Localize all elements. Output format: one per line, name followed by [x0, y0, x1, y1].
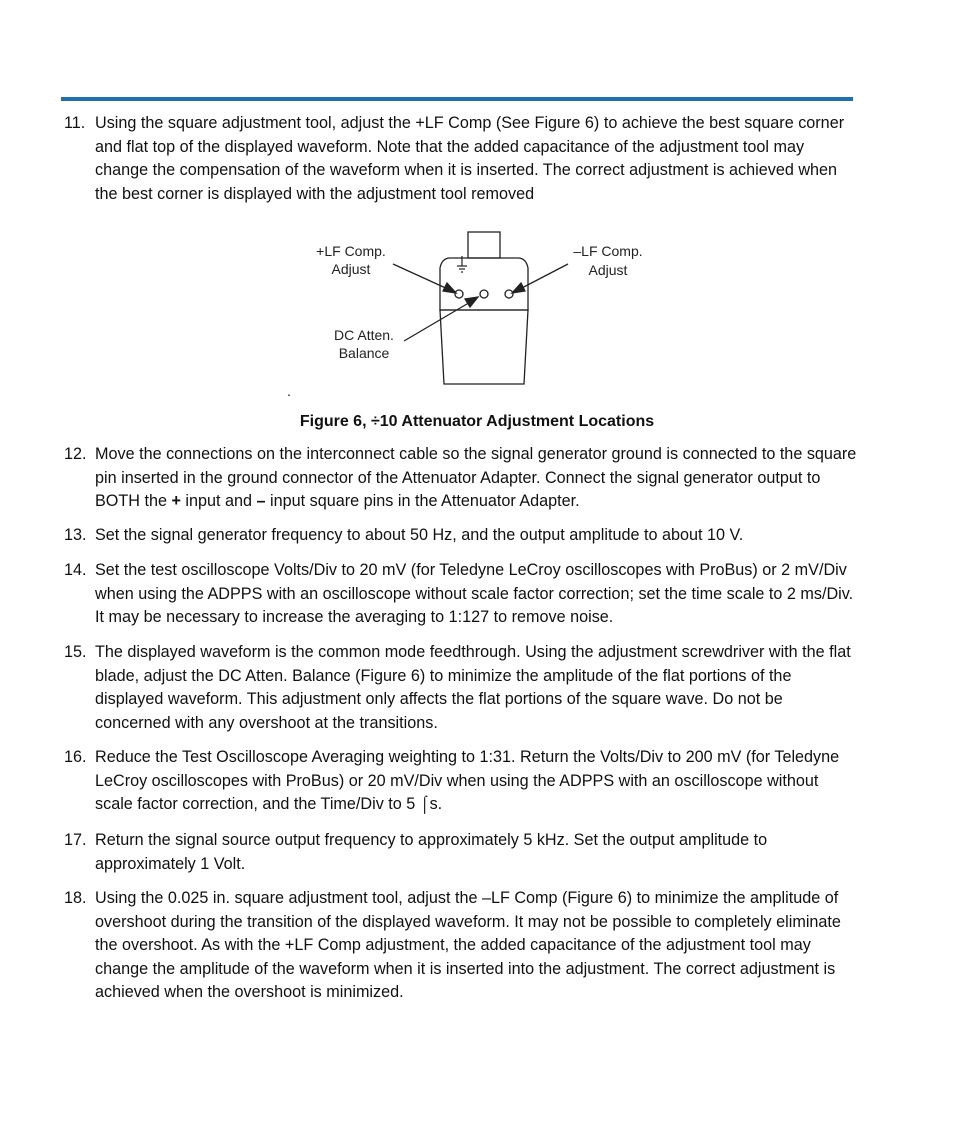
step-text: Reduce the Test Oscilloscope Averaging weighting to 1:31. Return the Volts/Div to 200 mV (for Teledyne LeCroy oscilloscopes with ProBus) or 20 mV/Div when using the ADPPS with an oscilloscope without scale factor correction, and the Time/Div to 5 ⌠s. — [95, 748, 840, 813]
step-text: Set the test oscilloscope Volts/Div to 20 mV (for Teledyne LeCroy oscilloscopes with ProBus) or 2 mV/Div when using the ADPPS with an oscilloscope without scale factor correction; set the time scale to 2 ms/Div. It may be necessary to increase the averaging to 1:127 to remove noise. — [95, 561, 854, 626]
step-number: 18. — [64, 889, 87, 907]
label-plus-lf-comp: +LF Comp. — [316, 243, 386, 259]
plus-lf-comp-hole — [455, 290, 463, 298]
step-text: Using the 0.025 in. square adjustment tool, adjust the –LF Comp (Figure 6) to minimize the amplitude of overshoot during the transition of the displayed waveform. It may not be possible to completely eliminate the overshoot. As with the +LF Comp adjustment, the added capacitance of the adjustment tool may change the amplitude of the waveform when it is inserted into the adjustment. The correct adjustment is achieved when the overshoot is minimized. — [95, 889, 841, 1001]
callout-arrows — [393, 264, 568, 341]
step-number: 11. — [64, 114, 86, 132]
step-number: 12. — [64, 445, 87, 463]
dc-atten-hole — [480, 290, 488, 298]
step-text: The displayed waveform is the common mode feedthrough. Using the adjustment screwdriver with the flat blade, adjust the DC Atten. Balance (Figure 6) to minimize the amplitude of the flat portions of the displayed waveform. This adjustment only affects the flat portions of the square wave. Do not be concerned with any overshoot at the transitions. — [95, 643, 851, 732]
label-minus-lf-comp: –LF Comp. — [573, 243, 643, 259]
step-text-part: Move the connections on the interconnect cable so the signal generator ground is connected to the square pin inserted in the ground connector of the Attenuator Adapter. Connect the signal generator output to BOTH the — [95, 445, 857, 510]
header-rule — [61, 97, 853, 101]
step-18 — [64, 887, 860, 1005]
label-dc-balance: Balance — [338, 345, 390, 361]
step-12 — [64, 443, 860, 514]
step-text — [95, 443, 860, 514]
label-plus-lf-adjust: Adjust — [331, 261, 371, 277]
step-number: 15. — [64, 643, 87, 661]
attenuator-figure — [300, 228, 660, 398]
step-number: 13. — [64, 526, 87, 544]
step-14 — [64, 559, 860, 630]
step-text: Return the signal source output frequency to approximately 5 kHz. Set the output amplitude to approximately 1 Volt. — [95, 831, 768, 873]
step-15 — [64, 641, 860, 735]
step-13 — [64, 524, 860, 548]
label-minus-lf-adjust: Adjust — [588, 262, 628, 278]
step-text: Set the signal generator frequency to about 50 Hz, and the output amplitude to about 10 V. — [95, 526, 744, 544]
label-dc-atten: DC Atten. — [334, 327, 394, 343]
figure-caption: Figure 6, ÷10 Attenuator Adjustment Locations — [299, 413, 655, 430]
minus-lf-comp-hole — [505, 290, 513, 298]
stray-dot: . — [287, 383, 291, 399]
step-16 — [64, 746, 860, 817]
step-number: 17. — [64, 831, 87, 849]
step-11 — [64, 112, 860, 206]
connector-top — [468, 232, 500, 258]
step-number: 16. — [64, 748, 87, 766]
adapter-upper-body — [440, 258, 528, 310]
step-17 — [64, 829, 860, 876]
step-number: 14. — [64, 561, 87, 579]
step-text-part: input and — [180, 492, 257, 510]
adapter-lower-body — [440, 310, 528, 384]
step-text: Using the square adjustment tool, adjust the +LF Comp (See Figure 6) to achieve the best square corner and flat top of the displayed waveform. Note that the added capacitance of the adjustment tool may change the compensation of the waveform when it is inserted. The correct adjustment is achieved when the best corner is displayed with the adjustment tool removed — [95, 114, 845, 203]
plus-symbol: + — [171, 492, 181, 510]
minus-symbol: – — [256, 492, 266, 510]
step-text-part: input square pins in the Attenuator Adapter. — [265, 492, 580, 510]
